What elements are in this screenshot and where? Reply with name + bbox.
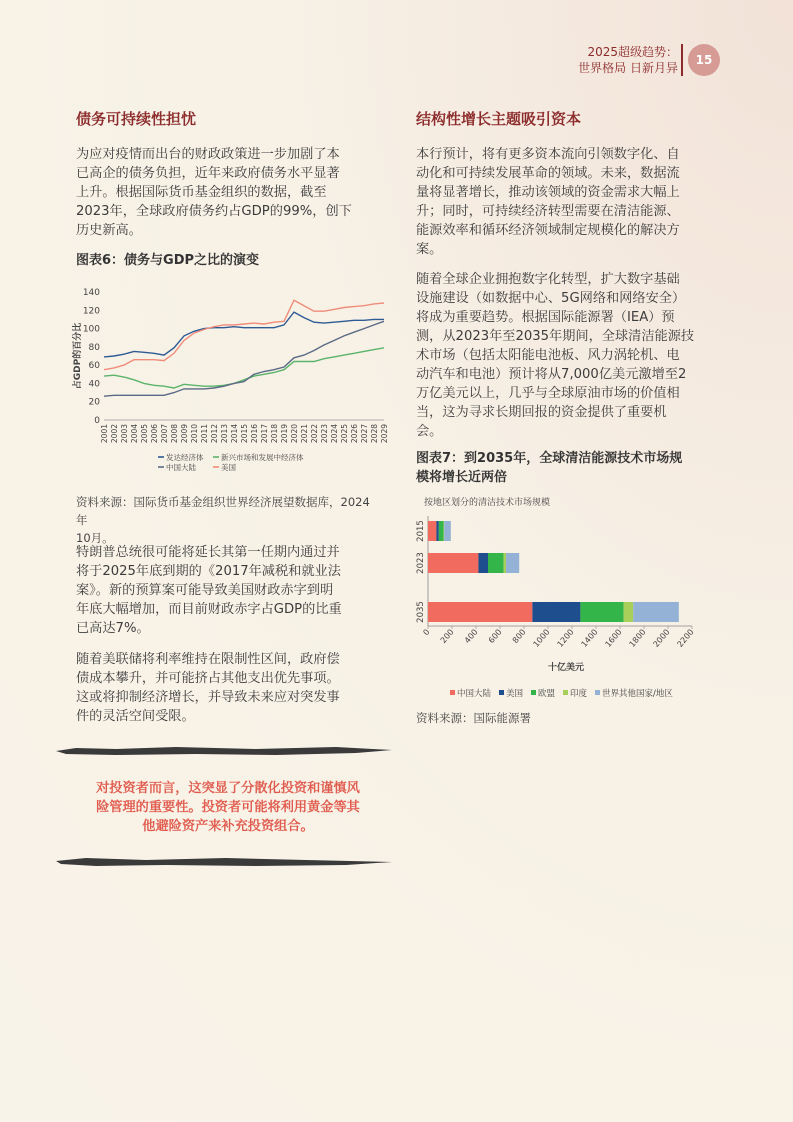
header-divider (681, 44, 683, 76)
figure7-title-line: 图表7：到2035年，全球清洁能源技术市场规 (416, 451, 683, 466)
debt-intro-line: 2023年，全球政府债务约占GDP的99%，创下 (76, 204, 352, 219)
interest-rates-line: 件的灵活空间受限。 (76, 709, 195, 724)
bar-segment (580, 602, 623, 622)
figure7-bar-chart (416, 492, 722, 704)
figure7-source: 资料来源：国际能源署 (416, 711, 531, 725)
figure6-source-line: 资料来源：国际货币基金组织世界经济展望数据库，2024年 (76, 495, 370, 527)
category-label: 2015 (416, 520, 426, 542)
structural-intro-line: 动化和可持续发展革命的领域。未来，数据流 (416, 166, 680, 181)
category-label: 2023 (416, 552, 426, 574)
debt-intro-line: 上升。根据国际货币基金组织的数据，截至 (76, 185, 327, 200)
bar-segment (624, 602, 634, 622)
callout-line: 险管理的重要性。投资者可能将利用黄金等其 (96, 800, 360, 815)
x-tick-label: 2016 (250, 424, 259, 444)
x-tick-label: 2023 (320, 424, 329, 444)
x-tick-label: 2013 (220, 424, 229, 444)
digital-infra-line: 当，这为寻求长期回报的资金提供了重要机 (416, 405, 667, 420)
y-tick-label: 80 (88, 342, 100, 353)
header-title-line2: 世界格局 日新月异 (578, 61, 678, 75)
bar-segment (478, 553, 488, 573)
x-tick-label: 2020 (290, 424, 299, 444)
series-line (104, 312, 384, 357)
bar-segment (444, 521, 445, 541)
paragraph-debt-intro (76, 145, 380, 240)
x-tick-label: 2014 (230, 424, 239, 444)
paragraph-digital-infra (416, 270, 720, 441)
x-tick-label: 2026 (350, 424, 359, 444)
us-fiscal-line: 将于2025年底到期的《2017年减税和就业法 (76, 564, 341, 579)
x-tick-label: 2005 (140, 424, 149, 444)
x-tick-label: 2025 (340, 424, 349, 444)
x-tick-label: 1200 (555, 627, 576, 649)
series-line (104, 300, 384, 370)
legend-swatch (563, 690, 568, 695)
bar-segment (633, 602, 679, 622)
category-label: 2035 (416, 601, 426, 623)
structural-intro-line: 量将显著增长，推动该领域的资金需求大幅上 (416, 185, 680, 200)
legend-entry: 欧盟 (538, 689, 556, 699)
x-tick-label: 2007 (160, 424, 169, 444)
x-tick-label: 2022 (310, 424, 319, 444)
paragraph-structural-intro (416, 145, 720, 259)
x-tick-label: 2200 (675, 627, 696, 649)
x-tick-label: 2018 (270, 424, 279, 444)
bar-segment (532, 602, 580, 622)
digital-infra-line: 万亿美元以上，几乎与全球原油市场的价值相 (416, 386, 680, 401)
chart-title: 按地区划分的清洁技术市场规模 (424, 498, 551, 508)
legend-swatch (595, 690, 600, 695)
y-tick-label: 140 (82, 288, 100, 298)
bar-segment (444, 521, 451, 541)
series-line (104, 321, 384, 396)
x-tick-label: 2002 (110, 424, 119, 444)
x-tick-label: 400 (462, 627, 480, 645)
page-number-badge: 15 (688, 44, 720, 76)
legend-entry: 世界其他国家/地区 (602, 689, 673, 699)
us-fiscal-line: 已高达7%。 (76, 621, 150, 636)
legend-entry: 中国大陆 (166, 463, 196, 472)
callout-line: 对投资者而言，这突显了分散化投资和谨慎风 (96, 781, 360, 796)
digital-infra-line: 术市场（包括太阳能电池板、风力涡轮机、电 (416, 348, 680, 363)
figure6-source-line: 10月。 (76, 531, 114, 545)
running-header (578, 44, 678, 76)
debt-intro-line: 为应对疫情而出台的财政政策进一步加剧了本 (76, 147, 340, 162)
x-tick-label: 1400 (579, 627, 600, 649)
interest-rates-line: 债成本攀升，并可能挤占其他支出优先事项。 (76, 671, 340, 686)
structural-intro-line: 本行预计，将有更多资本流向引领数字化、自 (416, 147, 680, 162)
x-tick-label: 2021 (300, 424, 309, 444)
callout-line: 他避险资产来补充投资组合。 (142, 819, 314, 834)
x-tick-label: 2000 (651, 627, 672, 649)
structural-intro-line: 升；同时，可持续经济转型需要在清洁能源、 (416, 204, 680, 219)
legend-entry: 新兴市场和发展中经济体 (221, 453, 304, 462)
x-tick-label: 2019 (280, 424, 289, 444)
x-tick-label: 2017 (260, 424, 269, 444)
section-heading-debt: 债务可持续性担忧 (76, 110, 197, 128)
legend-entry: 美国 (506, 689, 524, 699)
x-tick-label: 2006 (150, 424, 159, 444)
structural-intro-line: 能源效率和循环经济领域制定规模化的解决方 (416, 223, 680, 238)
figure6-title: 图表6：债务与GDP之比的演变 (76, 253, 260, 268)
digital-infra-line: 会。 (416, 424, 443, 439)
digital-infra-line: 随着全球企业拥抱数字化转型，扩大数字基础 (416, 272, 680, 287)
figure6-source (76, 493, 380, 547)
bar-segment (504, 553, 506, 573)
legend-swatch (499, 690, 504, 695)
structural-intro-line: 案。 (416, 242, 443, 257)
y-tick-label: 60 (88, 361, 100, 372)
paragraph-interest-rates (76, 650, 380, 726)
figure6-line-chart (66, 282, 390, 478)
y-axis-label: 占GDP的百分比 (73, 322, 83, 390)
y-tick-label: 0 (94, 416, 100, 426)
x-tick-label: 800 (510, 627, 528, 645)
x-tick-label: 600 (486, 627, 504, 645)
bar-segment (488, 553, 504, 573)
digital-infra-line: 将成为重要趋势。根据国际能源署（IEA）预 (416, 310, 675, 325)
x-tick-label: 2028 (370, 424, 379, 444)
x-tick-label: 2009 (180, 424, 189, 444)
legend-entry: 中国大陆 (457, 689, 492, 699)
bar-segment (428, 602, 532, 622)
header-title-line1: 2025超级趋势： (587, 45, 678, 59)
legend-entry: 印度 (570, 689, 588, 699)
bar-segment (436, 521, 438, 541)
x-axis-label: 十亿美元 (547, 663, 585, 673)
bar-segment (439, 521, 444, 541)
x-tick-label: 0 (421, 627, 432, 638)
x-tick-label: 2012 (210, 424, 219, 444)
x-tick-label: 1600 (603, 627, 624, 649)
y-tick-label: 120 (82, 306, 100, 317)
x-tick-label: 2027 (360, 424, 369, 444)
interest-rates-line: 随着美联储将利率维持在限制性区间，政府偿 (76, 652, 340, 667)
us-fiscal-line: 年底大幅增加，而目前财政赤字占GDP的比重 (76, 602, 342, 617)
figure7-title (416, 449, 720, 487)
x-tick-label: 1000 (531, 627, 552, 649)
y-tick-label: 20 (88, 397, 100, 408)
bar-segment (428, 521, 436, 541)
brush-divider-top (56, 745, 392, 757)
x-tick-label: 2029 (380, 424, 389, 444)
bar-segment (428, 553, 478, 573)
legend-swatch (450, 690, 455, 695)
us-fiscal-line: 案》。新的预算案可能导致美国财政赤字到明 (76, 583, 334, 598)
digital-infra-line: 测，从2023年至2035年期间，全球清洁能源技 (416, 329, 695, 344)
y-tick-label: 40 (88, 379, 100, 390)
digital-infra-line: 动汽车和电池）预计将从7,000亿美元激增至2 (416, 367, 687, 382)
digital-infra-line: 设施建设（如数据中心、5G网络和网络安全） (416, 291, 686, 306)
callout-investors (76, 779, 380, 836)
debt-intro-line: 已高企的债务负担，近年来政府债务水平显著 (76, 166, 340, 181)
section-heading-structural: 结构性增长主题吸引资本 (416, 110, 582, 128)
x-tick-label: 2003 (120, 424, 129, 444)
x-tick-label: 200 (438, 627, 456, 645)
paragraph-us-fiscal (76, 543, 380, 638)
figure7-title-line: 模将增长近两倍 (416, 470, 508, 485)
interest-rates-line: 这或将抑制经济增长，并导致未来应对突发事 (76, 690, 340, 705)
x-tick-label: 2011 (200, 424, 209, 444)
brush-divider-bottom (56, 856, 392, 868)
x-tick-label: 1800 (627, 627, 648, 649)
x-tick-label: 2004 (130, 424, 139, 444)
x-tick-label: 2015 (240, 424, 249, 444)
legend-entry: 美国 (221, 463, 236, 472)
bar-segment (506, 553, 519, 573)
legend-swatch (531, 690, 536, 695)
debt-intro-line: 历史新高。 (76, 223, 142, 238)
legend-entry: 发达经济体 (166, 453, 204, 462)
x-tick-label: 2001 (100, 424, 109, 444)
x-tick-label: 2010 (190, 424, 199, 444)
x-tick-label: 2024 (330, 424, 339, 444)
y-tick-label: 100 (82, 324, 100, 335)
x-tick-label: 2008 (170, 424, 179, 444)
us-fiscal-line: 特朗普总统很可能将延长其第一任期内通过并 (76, 545, 340, 560)
